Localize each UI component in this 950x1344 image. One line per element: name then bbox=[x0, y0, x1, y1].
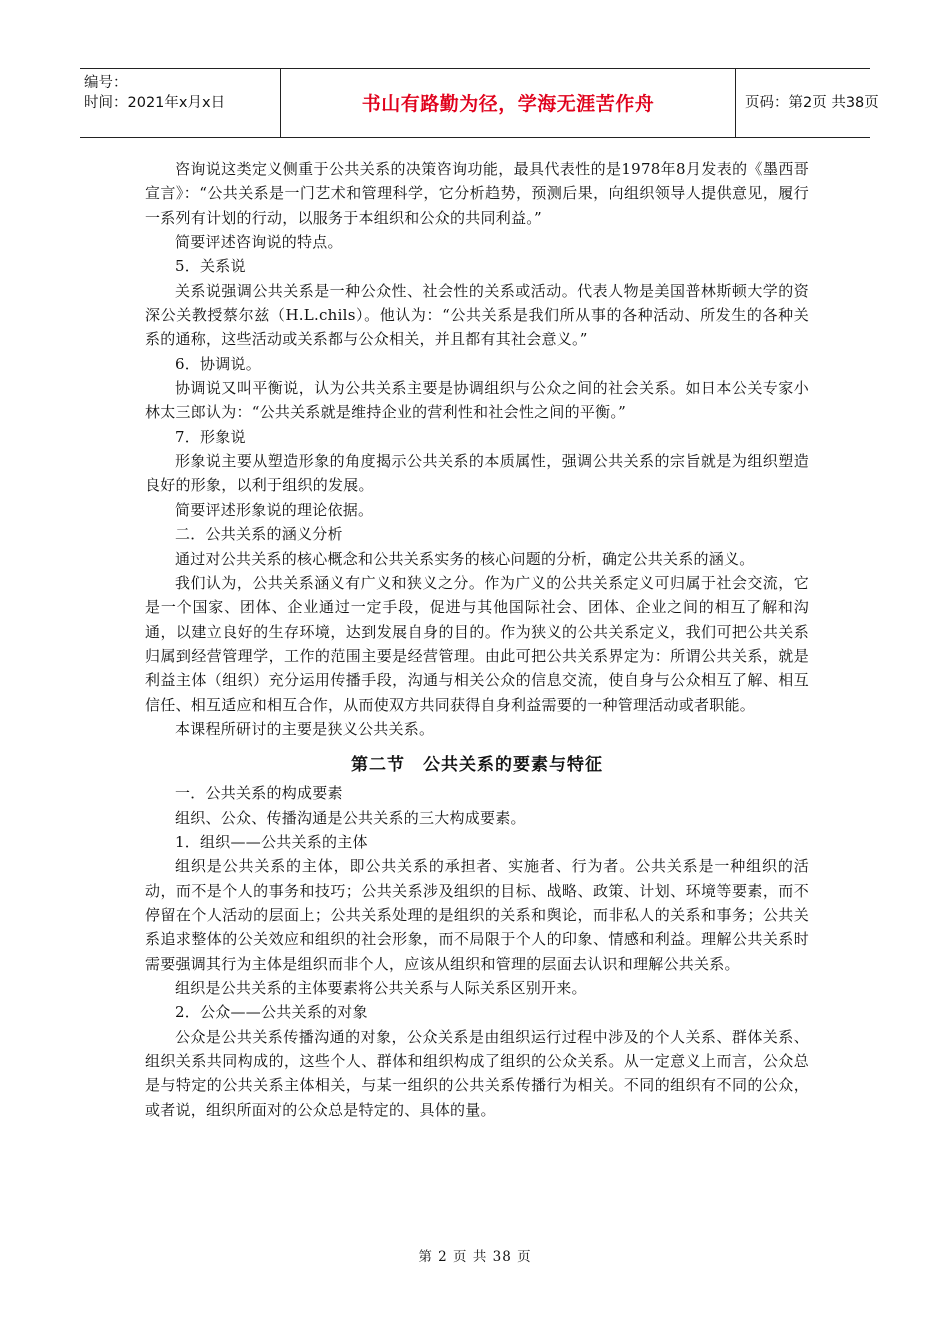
header-left-cell bbox=[80, 69, 280, 137]
motto-text: 书山有路勤为径，学海无涯苦作舟 bbox=[361, 93, 655, 115]
paragraph: 简要评述咨询说的特点。 bbox=[175, 233, 343, 252]
paragraph: 二．公共关系的涵义分析 bbox=[175, 525, 343, 544]
paragraph: 5．关系说 bbox=[175, 257, 246, 276]
paragraph: 协调说又叫平衡说，认为公共关系主要是协调组织与公众之间的社会关系。如日本公关专家小林太三郎认为：“公共关系就是维持企业的营利性和社会性之间的平衡。” bbox=[145, 379, 809, 422]
paragraph: 我们认为，公共关系涵义有广义和狭义之分。作为广义的公共关系定义可归属于社会交流，它是一个国家、团体、企业通过一定手段，促进与其他国际社会、团体、企业之间的相互了解和沟通，以建立良好的生存环境，达到发展自身的目的。作为狭义的公共关系定义，我们可把公共关系归属到经营管理学，工作的范围主要是经营管理。由此可把公共关系界定为：所谓公共关系，就是利益主体（组织）充分运用传播手段，沟通与相关公众的信息交流，使自身与公众相互了解、相互信任、相互适应和相互合作，从而使双方共同获得自身利益需要的一种管理活动或者职能。 bbox=[145, 573, 809, 714]
header-table bbox=[80, 68, 879, 138]
paragraph: 6．协调说。 bbox=[175, 354, 262, 373]
paragraph: 组织、公众、传播沟通是公共关系的三大构成要素。 bbox=[175, 808, 526, 827]
paragraph: 1．组织——公共关系的主体 bbox=[175, 832, 368, 851]
paragraph: 关系说强调公共关系是一种公众性、社会性的关系或活动。代表人物是美国普林斯顿大学的资深公关教授蔡尔兹（H.L.chils）。他认为：“公共关系是我们所从事的各种活动、所发生的各种关系的通称，这些活动或关系都与公众相关，并且都有其社会意义。” bbox=[145, 281, 809, 349]
page-footer: 第 2 页 共 38 页 bbox=[418, 1249, 532, 1265]
number-label: 编号： bbox=[84, 75, 128, 91]
section-title: 第二节 公共关系的要素与特征 bbox=[351, 755, 603, 776]
paragraph: 一．公共关系的构成要素 bbox=[175, 784, 343, 803]
header-motto-cell bbox=[280, 69, 736, 137]
paragraph: 公众是公共关系传播沟通的对象，公众关系是由组织运行过程中涉及的个人关系、群体关系、组织关系共同构成的，这些个人、群体和组织构成了组织的公众关系。从一定意义上而言，公众总是与特定的公共关系主体相关，与某一组织的公共关系传播行为相关。不同的组织有不同的公众，或者说，组织所面对的公众总是特定的、具体的量。 bbox=[145, 1027, 809, 1119]
paragraph: 2．公众——公共关系的对象 bbox=[175, 1003, 368, 1022]
paragraph: 通过对公共关系的核心概念和公共关系实务的核心问题的分析，确定公共关系的涵义。 bbox=[175, 549, 755, 568]
document-body bbox=[145, 157, 809, 1122]
paragraph: 形象说主要从塑造形象的角度揭示公共关系的本质属性，强调公共关系的宗旨就是为组织塑造良好的形象，以利于组织的发展。 bbox=[145, 452, 809, 495]
paragraph: 7．形象说 bbox=[175, 427, 246, 446]
paragraph: 简要评述形象说的理论依据。 bbox=[175, 500, 374, 519]
paragraph: 咨询说这类定义侧重于公共关系的决策咨询功能，最具代表性的是1978年8月发表的《墨西哥宣言》：“公共关系是一门艺术和管理科学，它分析趋势，预测后果，向组织领导人提供意见，履行一系列有计划的行动，以服务于本组织和公众的共同利益。” bbox=[145, 160, 809, 227]
page-info: 页码：第2页 共38页 bbox=[745, 95, 879, 111]
paragraph: 组织是公共关系的主体要素将公共关系与人际关系区别开来。 bbox=[175, 979, 587, 997]
time-label: 时间：2021年x月x日 bbox=[84, 95, 226, 111]
header-page-cell bbox=[735, 69, 879, 137]
paragraph: 组织是公共关系的主体，即公共关系的承担者、实施者、行为者。公共关系是一种组织的活动，而不是个人的事务和技巧；公共关系涉及组织的目标、战略、政策、计划、环境等要素，而不停留在个人活动的层面上；公共关系处理的是组织的关系和舆论，而非私人的关系和事务；公共关系追求整体的公关效应和组织的社会形象，而不局限于个人的印象、情感和利益。理解公共关系时需要强调其行为主体是组织而非个人，应该从组织和管理的层面去认识和理解公共关系。 bbox=[145, 857, 809, 973]
paragraph: 本课程所研讨的主要是狭义公共关系。 bbox=[175, 719, 435, 738]
